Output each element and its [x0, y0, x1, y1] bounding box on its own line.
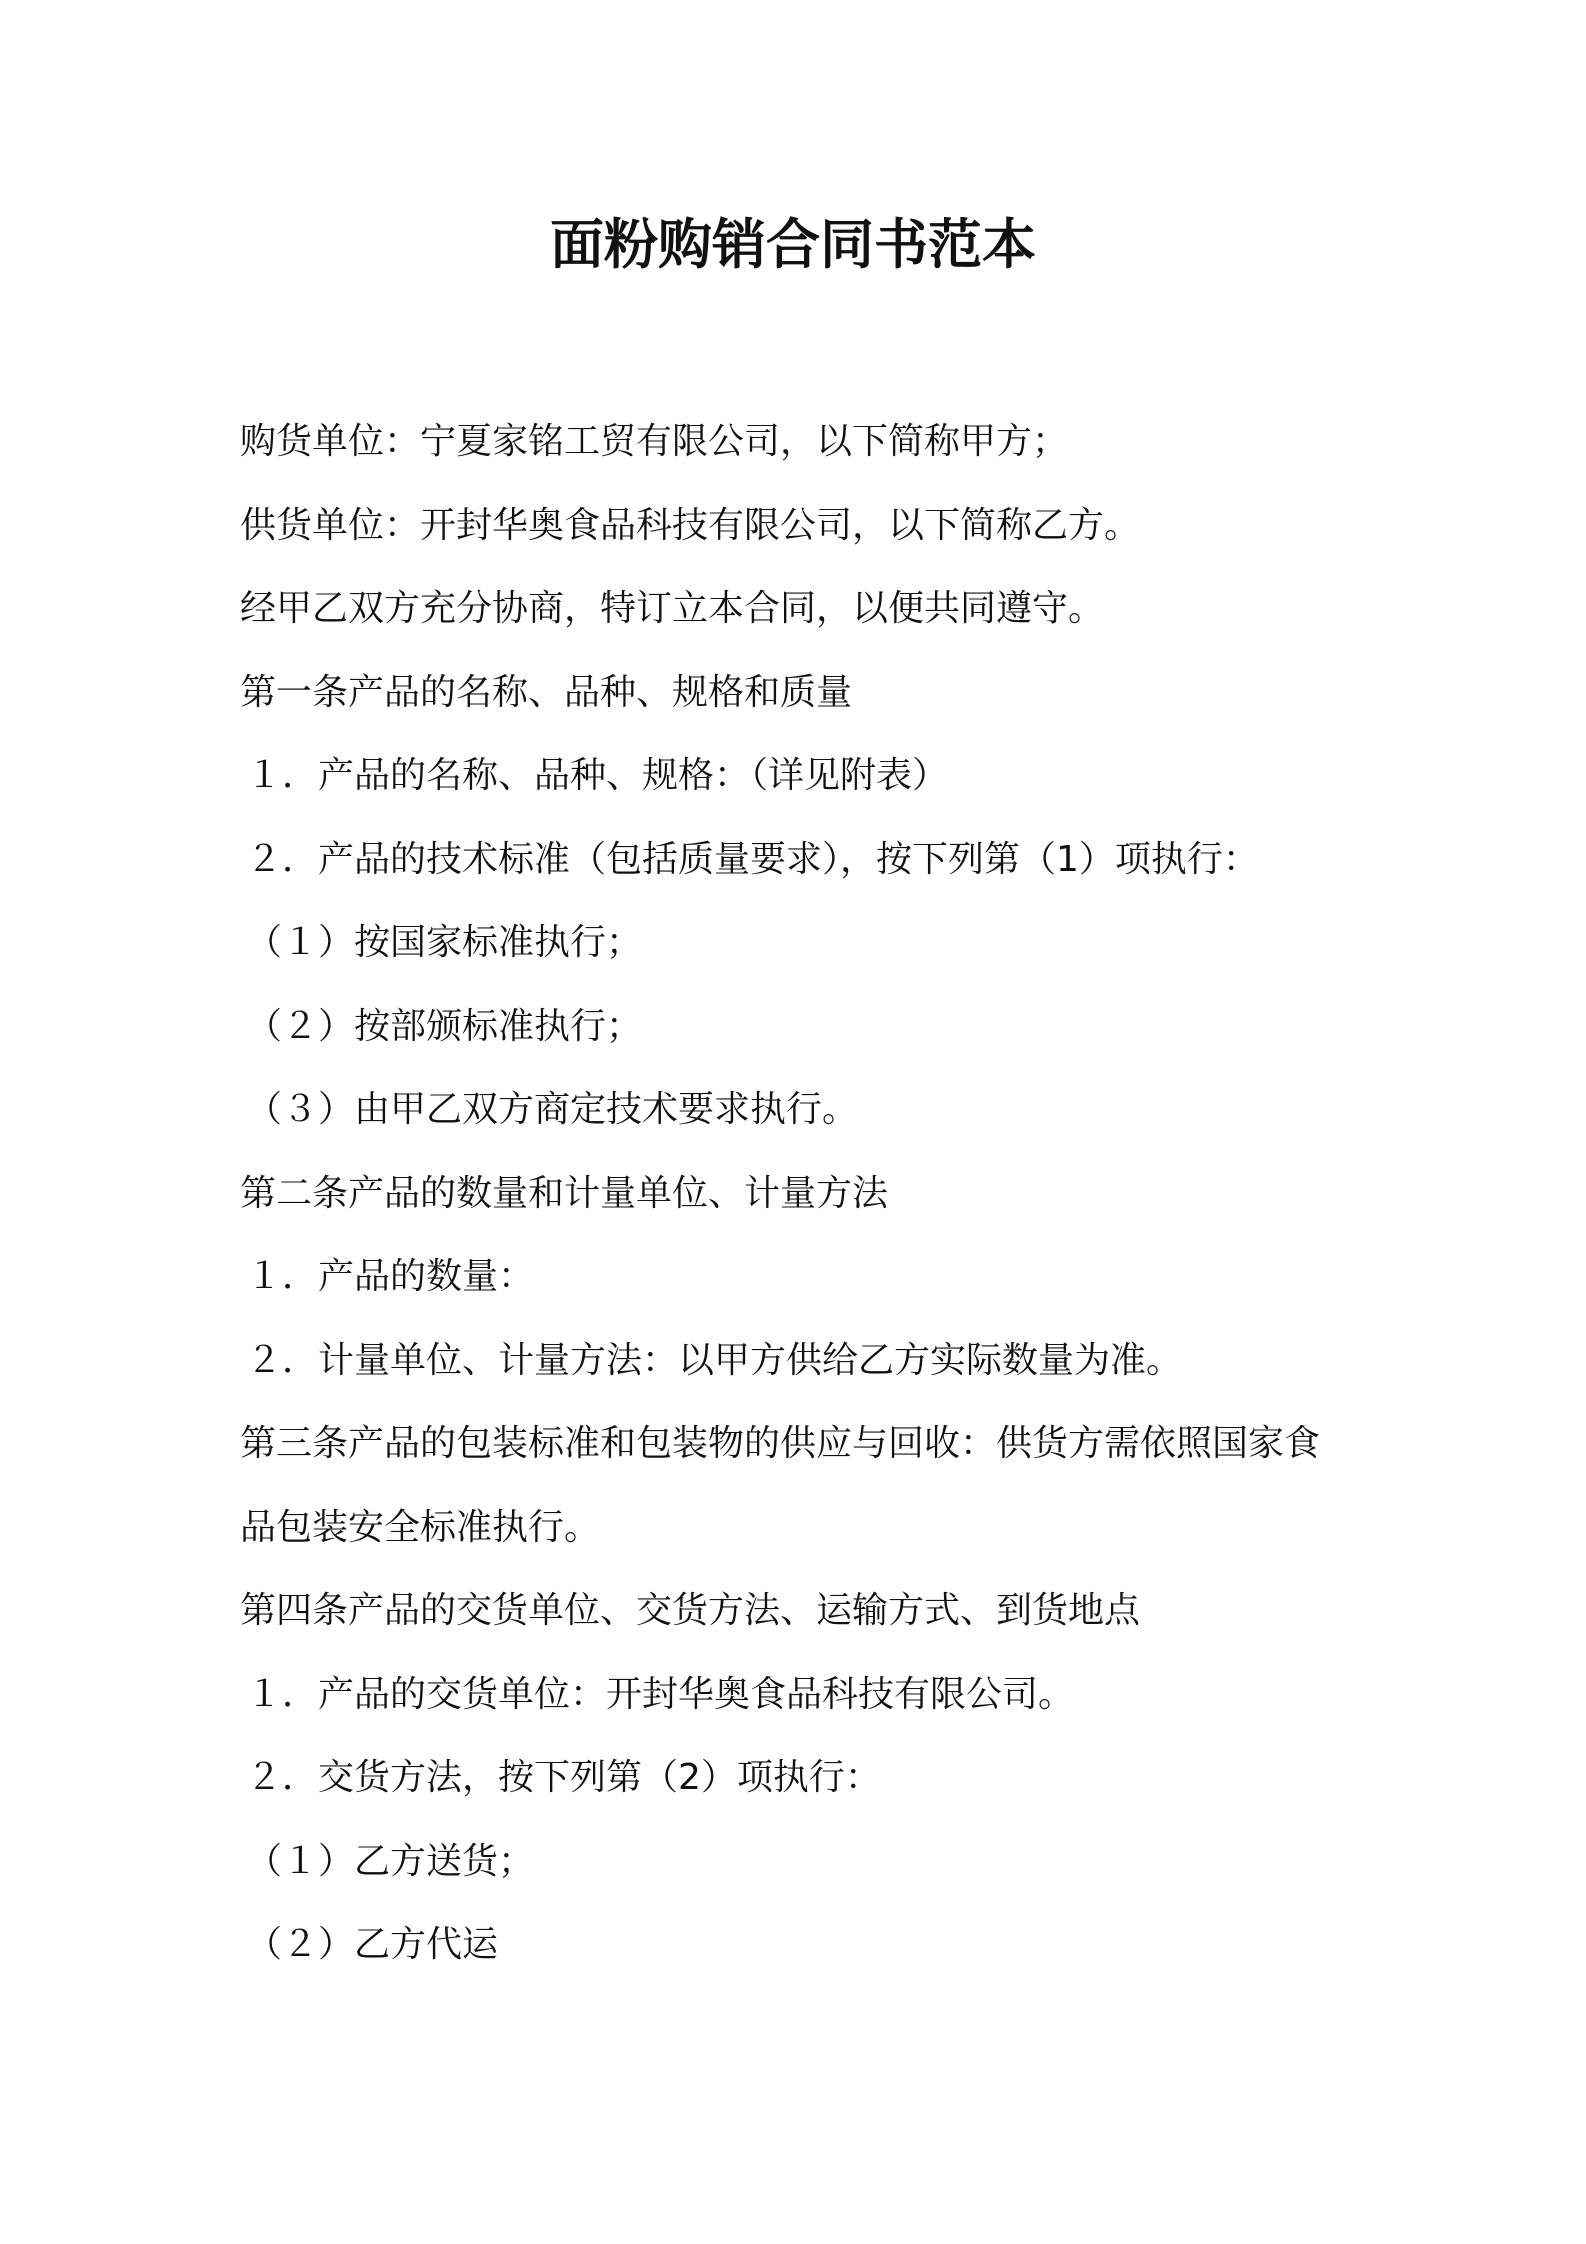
article-4-subitem-1: （１）乙方送货； — [246, 1840, 535, 1882]
article-2-item-1: １．产品的数量： — [246, 1256, 535, 1297]
article-2-item-2: ２．计量单位、计量方法：以甲方供给乙方实际数量为准。 — [246, 1339, 1183, 1381]
buyer-line: 购货单位：宁夏家铭工贸有限公司，以下简称甲方； — [240, 421, 1069, 462]
supplier-line: 供货单位：开封华奥食品科技有限公司，以下简称乙方。 — [240, 504, 1141, 546]
article-1-item-2: ２．产品的技术标准（包括质量要求），按下列第（1）项执行： — [246, 838, 1259, 880]
document-body — [240, 400, 1360, 1987]
article-4-item-1: １．产品的交货单位：开封华奥食品科技有限公司。 — [246, 1673, 1075, 1715]
article-3-heading: 第三条产品的包装标准和包装物的供应与回收：供货方需依照国家食 — [240, 1423, 1321, 1464]
article-3-continuation: 品包装安全标准执行。 — [240, 1506, 601, 1548]
article-1-subitem-2: （２）按部颁标准执行； — [246, 1005, 643, 1047]
article-1-subitem-3: （３）由甲乙双方商定技术要求执行。 — [246, 1089, 859, 1130]
article-4-heading: 第四条产品的交货单位、交货方法、运输方式、到货地点 — [240, 1590, 1141, 1631]
article-4-item-2: ２．交货方法，按下列第（2）项执行： — [246, 1757, 881, 1798]
document-title: 面粉购销合同书范本 — [550, 213, 1036, 276]
article-4-subitem-2: （２）乙方代运 — [246, 1924, 499, 1965]
agreement-line: 经甲乙双方充分协商，特订立本合同，以便共同遵守。 — [240, 588, 1105, 629]
article-1-item-1: １．产品的名称、品种、规格：（详见附表） — [246, 755, 949, 796]
article-1-heading: 第一条产品的名称、品种、规格和质量 — [240, 671, 853, 713]
article-2-heading: 第二条产品的数量和计量单位、计量方法 — [240, 1172, 889, 1214]
article-1-subitem-1: （１）按国家标准执行； — [246, 922, 643, 963]
